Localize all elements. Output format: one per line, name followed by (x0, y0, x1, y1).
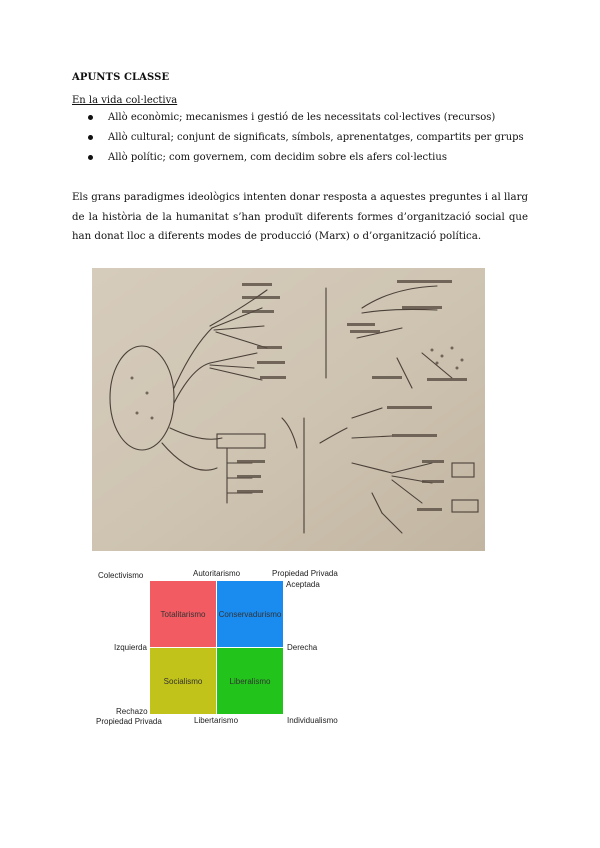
quadrant-label: Conservadurismo (218, 609, 282, 619)
page-title: APUNTS CLASSE (72, 72, 170, 83)
label-libertarismo: Libertarismo (194, 716, 239, 725)
list-item (72, 148, 524, 168)
quadrant-socialismo (150, 648, 216, 714)
label-autoritarismo: Autoritarismo (193, 569, 241, 578)
list-item-text: Allò polític; com governem, com decidim sobre els afers col·lectius (108, 152, 447, 163)
quadrant-label: Liberalismo (229, 676, 271, 686)
quadrant-liberalismo (217, 648, 283, 714)
quadrant-label: Socialismo (163, 676, 203, 686)
label-derecha: Derecha (287, 643, 318, 652)
bullet-icon (88, 115, 93, 120)
label-colectivismo: Colectivismo (98, 571, 144, 580)
list-item (72, 128, 524, 148)
list-item (72, 108, 524, 128)
mindmap-sketch (92, 268, 485, 551)
label-rechazo: Rechazo (116, 707, 148, 716)
section-subtitle: En la vida col·lectiva (72, 95, 178, 106)
list-item-text: Allò econòmic; mecanismes i gestió de les necessitats col·lectives (recursos) (108, 112, 496, 123)
quadrant-label: Totalitarismo (160, 609, 206, 619)
label-individualismo: Individualismo (287, 716, 338, 725)
quadrant-totalitarismo (150, 581, 216, 647)
bullet-icon (88, 155, 93, 160)
bullet-icon (88, 135, 93, 140)
label-propiedad-privada: Propiedad Privada (272, 569, 338, 578)
quadrant-conservadurismo (217, 581, 283, 647)
body-paragraph: Els grans paradigmes ideològics intenten donar resposta a aquestes preguntes i al llarg de la història de la humanitat s’han produït diferents formes d’organització social que han donat lloc a diferents modes de producció (Marx) o d’organització política. (72, 192, 528, 242)
label-aceptada: Aceptada (286, 580, 320, 589)
list-item-text: Allò cultural; conjunt de significats, símbols, aprenentatges, compartits per grups (108, 132, 524, 143)
label-propiedad-privada-bottom: Propiedad Privada (96, 717, 162, 726)
label-izquierda: Izquierda (114, 643, 147, 652)
bullet-list (72, 108, 524, 168)
mindmap-photo (92, 268, 485, 551)
